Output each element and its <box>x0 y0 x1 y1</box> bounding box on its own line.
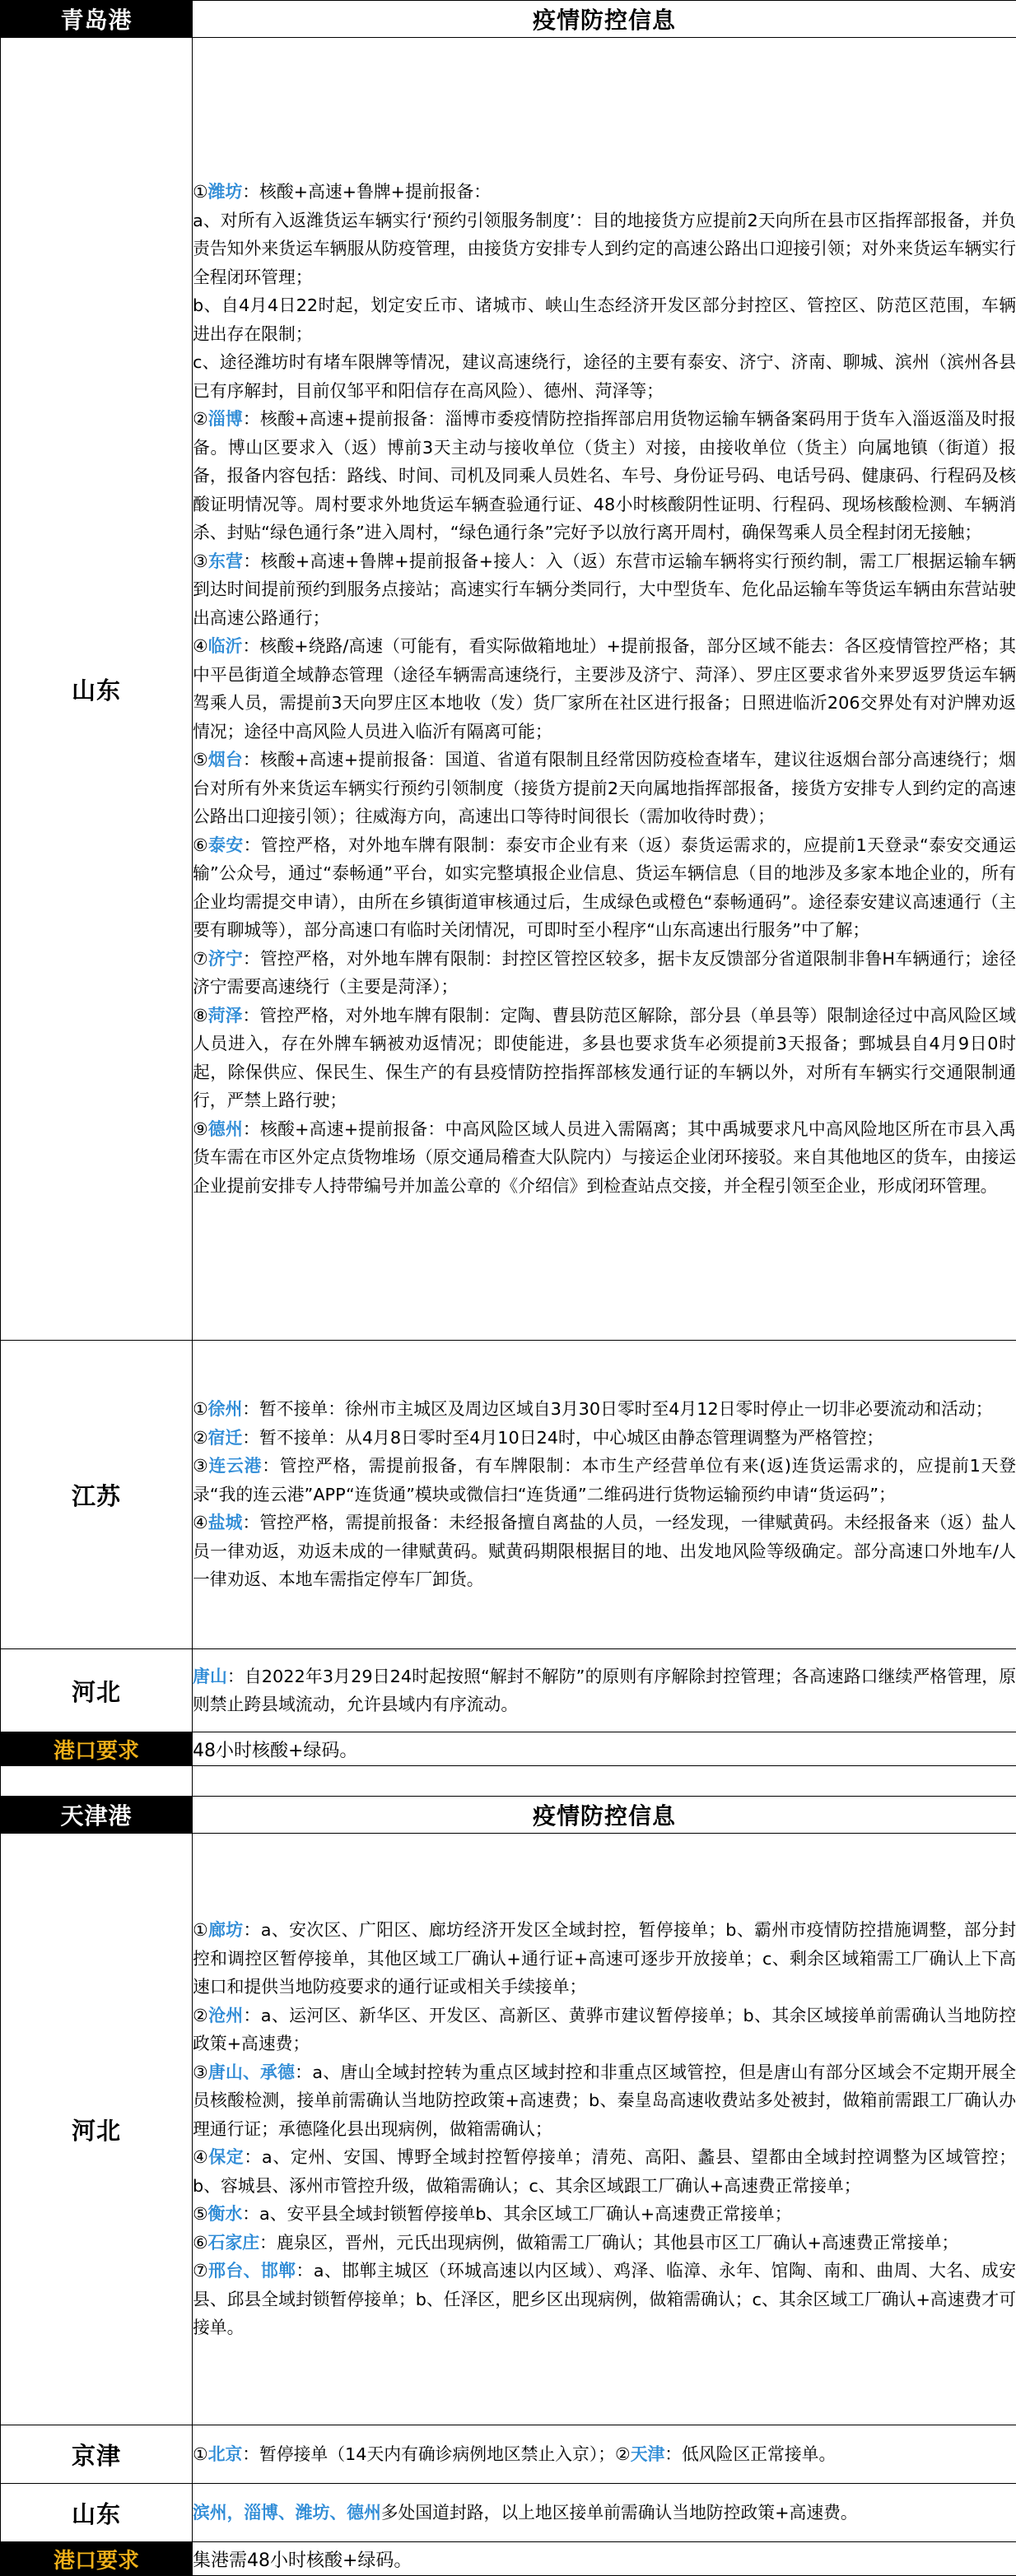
city-name: 唐山 <box>193 1667 227 1686</box>
region-content <box>193 1834 1016 2425</box>
city-name: 保定 <box>208 2147 244 2167</box>
list-item <box>193 945 1016 1002</box>
item-text: ：暂不接单：从4月8日零时至4月10日24时，中心城区由静态管理调整为严格管控； <box>242 1428 883 1448</box>
list-item <box>193 1395 1016 1424</box>
item-text: ：低风险区正常接单。 <box>664 2444 836 2464</box>
requirement-label: 港口要求 <box>1 2542 193 2576</box>
item-number: ⑥ <box>193 2233 208 2253</box>
item-text: ：自2022年3月29日24时起按照“解封不解防”的原则有序解除封控管理；各高速路口继续严格管理，原则禁止跨县域流动，允许县域内有序流动。 <box>193 1667 1016 1715</box>
info-header-tianjin: 疫情防控信息 <box>193 1797 1016 1834</box>
item-number: ② <box>615 2444 631 2464</box>
item-text: ：管控严格，对外地车牌有限制：泰安市企业有来（返）泰货运需求的，应提前1天登录“泰安交通运输”公众号，通过“泰畅通”平台，如实完整填报企业信息、货运车辆信息（目的地涉及多家本地企业的，所有企业均需提交申请），由所在乡镇街道审核通过后，生成绿色或橙色“泰畅通码”。途径泰安建议高速通行（主要有聊城等），部分高速口有临时关闭情况，可即时至小程序“山东高速出行服务”中了解； <box>193 835 1016 941</box>
table-row <box>1 1649 1016 1732</box>
item-text: ：暂停接单（14天内有确诊病例地区禁止入京）； <box>242 2444 615 2464</box>
city-name: 邢台、邯郸 <box>208 2261 296 2281</box>
item-text: 多处国道封路，以上地区接单前需确认当地防控政策+高速费。 <box>381 2503 858 2523</box>
region-label: 山东 <box>1 2484 193 2542</box>
region-label: 山东 <box>1 38 193 1341</box>
city-name: 天津 <box>631 2444 665 2464</box>
item-number: ⑥ <box>193 835 208 855</box>
list-item <box>193 2257 1016 2342</box>
city-name: 潍坊 <box>208 182 243 202</box>
city-name: 衡水 <box>208 2204 243 2224</box>
item-text: ：鹿泉区，晋州，元氏出现病例，做箱需工厂确认；其他县市区工厂确认+高速费正常接单； <box>259 2233 958 2253</box>
city-name: 东营 <box>208 551 243 571</box>
city-name: 淄博 <box>208 409 243 429</box>
city-name: 菏泽 <box>208 1006 243 1025</box>
spacer-cell <box>193 1766 1016 1797</box>
list-item <box>193 1509 1016 1594</box>
table-row <box>1 1341 1016 1649</box>
list-item <box>193 632 1016 746</box>
item-number: ③ <box>193 2062 208 2082</box>
item-number: ⑤ <box>193 2204 208 2224</box>
region-content <box>193 2425 1016 2484</box>
list-item <box>193 2058 1016 2144</box>
list-item <box>193 2002 1016 2058</box>
list-item <box>193 2143 1016 2200</box>
requirement-text: 集港需48小时核酸+绿码。 <box>193 2542 1016 2576</box>
spacer-cell <box>1 1766 193 1797</box>
item-text: ：a、定州、安国、博野全域封控暂停接单；清苑、高阳、蠡县、望都由全域封控调整为区域管控；b、容城县、涿州市管控升级，做箱需确认；c、其余区域跟工厂确认+高速费正常接单； <box>193 2147 1016 2196</box>
list-item <box>193 2499 1016 2527</box>
region-content <box>193 2484 1016 2542</box>
region-content <box>193 1649 1016 1732</box>
item-text: ：管控严格，需提前报备，有车牌限制：本市生产经营单位有来(返)连货运需求的，应提前1天登录“我的连云港”APP“连货通”模块或微信扫“连货通”二维码进行货物运输预约申请“货运码”； <box>193 1456 1016 1504</box>
city-name: 徐州 <box>208 1399 243 1419</box>
table-row <box>1 2425 1016 2484</box>
item-number: ② <box>193 2006 208 2025</box>
city-name: 唐山、承德 <box>208 2062 295 2082</box>
requirement-row <box>1 2542 1016 2576</box>
city-name: 济宁 <box>208 949 243 969</box>
item-number: ⑨ <box>193 1119 208 1139</box>
item-text: ：核酸+高速+提前报备：淄博市委疫情防控指挥部启用货物运输车辆备案码用于货车入淄返淄及时报备。博山区要求入（返）博前3天主动与接收单位（货主）对接，由接收单位（货主）向属地镇（街道）报备，报备内容包括：路线、时间、司机及同乘人员姓名、车号、身份证号码、电话号码、健康码、行程码及核酸证明情况等。周村要求外地货运车辆查验通行证、48小时核酸阴性证明、行程码、现场核酸检测、车辆消杀、封贴“绿色通行条”进入周村，“绿色通行条”完好予以放行离开周村，确保驾乘人员全程封闭无接触； <box>193 409 1016 542</box>
spacer-row <box>1 1766 1016 1797</box>
item-text: ：a、安平县全域封锁暂停接单b、其余区域工厂确认+高速费正常接单； <box>242 2204 791 2224</box>
list-item <box>193 2200 1016 2229</box>
list-item <box>193 1424 1016 1453</box>
list-item <box>193 547 1016 633</box>
item-text: ：管控严格，需提前报备：未经报备擅自离盐的人员，一经发现，一律赋黄码。未经报备来（返）盐人员一律劝返，劝返未成的一律赋黄码。赋黄码期限根据目的地、出发地风险等级确定。部分高速口外地车/人一律劝返、本地车需指定停车厂卸货。 <box>193 1513 1016 1589</box>
item-number: ⑦ <box>193 949 208 969</box>
city-name: 宿迁 <box>208 1428 243 1448</box>
item-text: ：a、邯郸主城区（环城高速以内区域）、鸡泽、临漳、永年、馆陶、南和、曲周、大名、成安县、邱县全域封锁暂停接单；b、任泽区，肥乡区出现病例，做箱需确认；c、其余区域工厂确认+高速费才可接单。 <box>193 2261 1016 2337</box>
port-name-qingdao: 青岛港 <box>1 1 193 38</box>
item-number: ① <box>193 2444 208 2464</box>
item-text: ：暂不接单：徐州市主城区及周边区域自3月30日零时至4月12日零时停止一切非必要流动和活动； <box>242 1399 992 1419</box>
region-content <box>193 1341 1016 1649</box>
city-name: 连云港 <box>208 1456 262 1476</box>
list-item <box>193 746 1016 831</box>
item-text: ：a、安次区、广阳区、廊坊经济开发区全域封控，暂停接单；b、霸州市疫情防控措施调整，部分封控和调控区暂停接单，其他区域工厂确认+通行证+高速可逐步开放接单；c、剩余区域箱需工厂确认上下高速口和提供当地防疫要求的通行证或相关手续接单； <box>193 1920 1016 1997</box>
list-item <box>193 405 1016 547</box>
city-name: 石家庄 <box>208 2233 259 2253</box>
item-number: ③ <box>193 551 208 571</box>
item-text: ：管控严格，对外地车牌有限制：定陶、曹县防范区解除，部分县（单县等）限制途径过中高风险区域人员进入，存在外牌车辆被劝返情况；即使能进，多县也要求货车必须提前3天报备；鄄城县自4月9日0时起，除保供应、保民生、保生产的有县疫情防控指挥部核发通行证的车辆以外，对所有车辆实行交通限制通行，严禁上路行驶； <box>193 1006 1016 1111</box>
item-text: ：核酸+高速+提前报备：国道、省道有限制且经常因防疫检查堵车，建议往返烟台部分高速绕行；烟台对所有外来货运车辆实行预约引领制度（接货方提前2天向属地指挥部报备，接货方安排专人到约定的高速公路出口迎接引领）；往威海方向，高速出口等待时间很长（需加收待时费）； <box>193 750 1016 826</box>
item-text: ：管控严格，对外地车牌有限制：封控区管控区较多，据卡友反馈部分省道限制非鲁H车辆通行；途径济宁需要高速绕行（主要是菏泽）； <box>193 949 1016 997</box>
item-number: ① <box>193 1399 208 1419</box>
list-item <box>193 1452 1016 1509</box>
list-item <box>193 1916 1016 2002</box>
list-item <box>193 178 1016 405</box>
tianjin-header-row <box>1 1797 1016 1834</box>
table-row <box>1 1834 1016 2425</box>
city-name: 临沂 <box>208 636 243 656</box>
city-name: 滨州，淄博、潍坊、德州 <box>193 2503 381 2523</box>
region-label: 河北 <box>1 1649 193 1732</box>
city-name: 沧州 <box>208 2006 243 2025</box>
requirement-text: 48小时核酸+绿码。 <box>193 1732 1016 1766</box>
item-text: ：核酸+高速+提前报备：中高风险区域人员进入需隔离；其中禹城要求凡中高风险地区所在市县入禹货车需在市区外定点货物堆场（原交通局稽查大队院内）与接运企业闭环接驳。来自其他地区的货车，由接运企业提前安排专人持带编号并加盖公章的《介绍信》到检查站点交接，并全程引领至企业，形成闭环管理。 <box>193 1119 1016 1196</box>
item-number: ④ <box>193 2147 208 2167</box>
item-text: ：a、运河区、新华区、开发区、高新区、黄骅市建议暂停接单；b、其余区域接单前需确认当地防控政策+高速费； <box>193 2006 1016 2054</box>
list-item <box>193 1662 1016 1719</box>
list-item <box>193 2229 1016 2257</box>
list-item <box>193 1002 1016 1115</box>
item-number: ④ <box>193 636 208 656</box>
city-name: 德州 <box>208 1119 243 1139</box>
item-number: ③ <box>193 1456 208 1476</box>
list-item <box>193 831 1016 945</box>
item-text: ：核酸+高速+鲁牌+提前报备+接人：入（返）东营市运输车辆将实行预约制，需工厂根据运输车辆到达时间提前预约到服务点接站；高速实行车辆分类同行，大中型货车、危化品运输车等货运车辆由东营站驶出高速公路通行； <box>193 551 1016 628</box>
table-row <box>1 2484 1016 2542</box>
city-name: 盐城 <box>208 1513 243 1532</box>
item-text: ：核酸+高速+鲁牌+提前报备： a、对所有入返潍货运车辆实行‘预约引领服务制度’：目的地接货方应提前2天向所在县市区指挥部报备，并负责告知外来货运车辆服从防疫管理，由接货方安排专人到约定的高速公路出口迎接引领；对外来货运车辆实行全程闭环管理； b、自4月4日22时起，划定安丘市、诸城市、峡山生态经济开发区部分封控区、管控区、防范区范围，车辆进出存在限制； c、途径潍坊时有堵车限牌等情况，建议高速绕行，途径的主要有泰安、济宁、济南、聊城、滨州（滨州各县已有序解封，目前仅邹平和阳信存在高风险）、德州、菏泽等； <box>193 182 1016 401</box>
region-label: 京津 <box>1 2425 193 2484</box>
requirement-row <box>1 1732 1016 1766</box>
region-label: 河北 <box>1 1834 193 2425</box>
item-number: ⑧ <box>193 1006 208 1025</box>
list-item <box>193 1115 1016 1201</box>
region-label: 江苏 <box>1 1341 193 1649</box>
table-row <box>1 38 1016 1341</box>
item-number: ① <box>193 1920 208 1940</box>
item-number: ② <box>193 1428 208 1448</box>
item-number: ⑤ <box>193 750 208 770</box>
requirement-label: 港口要求 <box>1 1732 193 1766</box>
item-text: ：a、唐山全域封控转为重点区域封控和非重点区域管控，但是唐山有部分区域会不定期开展全员核酸检测，接单前需确认当地防控政策+高速费；b、秦皇岛高速收费站多处被封，做箱前需跟工厂确认办理通行证；承德隆化县出现病例，做箱需确认； <box>193 2062 1016 2139</box>
item-number: ① <box>193 182 208 202</box>
city-name: 泰安 <box>208 835 244 855</box>
item-text: ：核酸+绕路/高速（可能有，看实际做箱地址）+提前报备，部分区域不能去：各区疫情管控严格；其中平邑街道全域静态管理（途径车辆需高速绕行，主要涉及济宁、菏泽）、罗庄区要求省外来罗返罗货运车辆驾乘人员，需提前3天向罗庄区本地收（发）货厂家所在社区进行报备；日照进临沂206交界处有对沪牌劝返情况；途径中高风险人员进入临沂有隔离可能； <box>193 636 1016 742</box>
qingdao-header-row <box>1 1 1016 38</box>
port-name-tianjin: 天津港 <box>1 1797 193 1834</box>
city-name: 廊坊 <box>208 1920 243 1940</box>
item-number: ⑦ <box>193 2261 208 2281</box>
info-header-qingdao: 疫情防控信息 <box>193 1 1016 38</box>
region-content <box>193 38 1016 1341</box>
city-name: 北京 <box>208 2444 243 2464</box>
list-item <box>193 2440 1016 2469</box>
item-number: ④ <box>193 1513 208 1532</box>
city-name: 烟台 <box>208 750 243 770</box>
item-number: ② <box>193 409 208 429</box>
